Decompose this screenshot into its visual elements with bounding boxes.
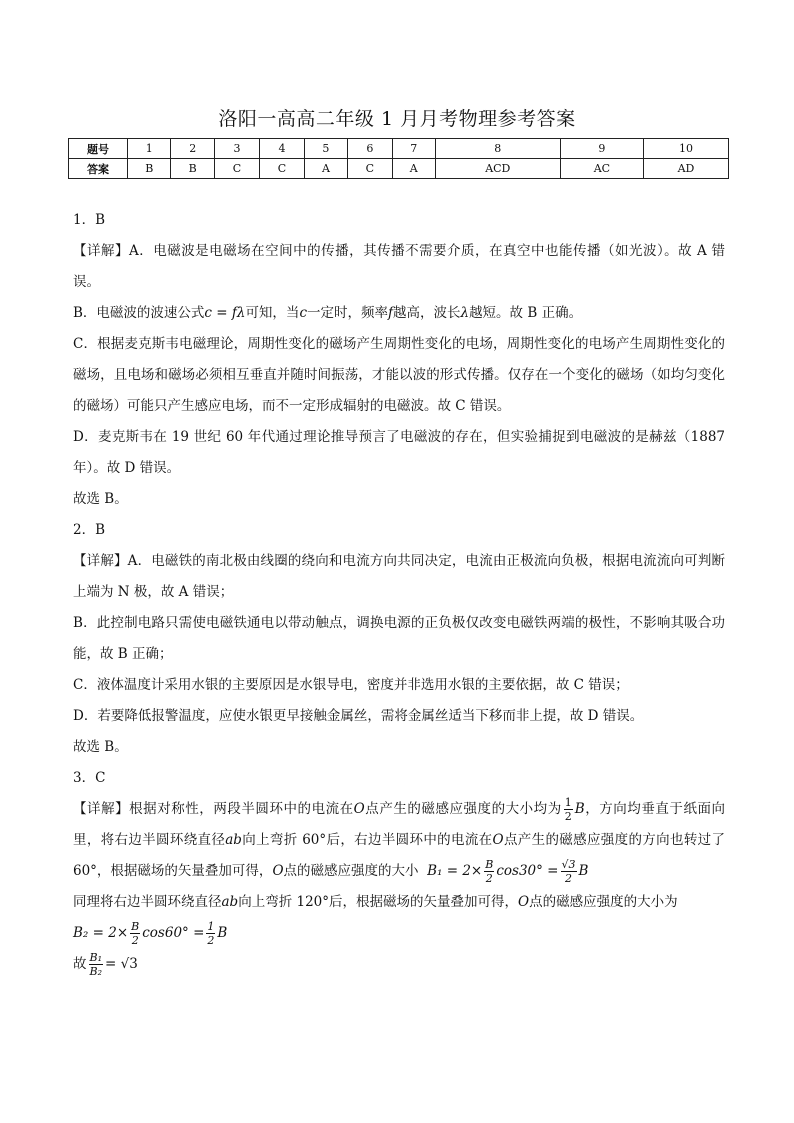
table-header-cell: 题号 — [69, 139, 128, 159]
wave-speed-formula: c = fλ — [204, 305, 246, 321]
table-cell: A — [305, 159, 348, 179]
question-3-heading: 3．C — [73, 770, 106, 786]
solutions-body — [73, 205, 725, 980]
table-cell: 7 — [392, 139, 435, 159]
fraction: $\frac{1}{2}$ — [207, 920, 215, 947]
table-cell: 9 — [560, 139, 643, 159]
q3-conclusion: 故 $\frac{\text{B₁}}{\text{B₂}}$ = √3 — [73, 951, 138, 978]
q3-explanation-b: 同理将右边半圆环绕直径ab向上弯折 120°后，根据磁场的矢量叠加可得，O点的磁感应强度的大小为 — [73, 894, 678, 910]
table-cell: A — [392, 159, 435, 179]
table-cell: AC — [560, 159, 643, 179]
table-header-cell: 答案 — [69, 159, 128, 179]
table-row — [69, 159, 729, 179]
fraction: $\frac{B}{2}$ — [485, 858, 494, 885]
table-cell: 2 — [171, 139, 214, 159]
table-cell: 1 — [128, 139, 171, 159]
table-row — [69, 139, 729, 159]
table-cell: B — [171, 159, 214, 179]
table-cell: C — [214, 159, 259, 179]
fraction: $\frac{\text{B₁}}{\text{B₂}}$ — [89, 951, 102, 978]
table-cell: 5 — [305, 139, 348, 159]
table-cell: AD — [643, 159, 728, 179]
fraction: $\frac{1}{2}$ — [564, 796, 572, 823]
table-cell: 3 — [214, 139, 259, 159]
table-cell: B — [128, 159, 171, 179]
question-2-heading: 2．B — [73, 522, 106, 538]
q1-explanation-a: 【详解】A．电磁波是电磁场在空间中的传播，其传播不需要介质，在真空中也能传播（如光波）。故 A 错误。 — [73, 243, 725, 290]
table-cell: 8 — [435, 139, 560, 159]
q1-explanation-b: B．电磁波的波速公式c = fλ可知，当c一定时，频率f越高，波长λ越短。故 B 正确。 — [73, 305, 583, 321]
equation-b2: B₂ = 2× $\frac{B}{2}$ cos60° = $\frac{1}{2}$ B — [73, 920, 228, 947]
q1-explanation-d: D．麦克斯韦在 19 世纪 60 年代通过理论推导预言了电磁波的存在，但实验捕捉到电磁波的是赫兹（1887 年）。故 D 错误。 — [73, 429, 725, 476]
table-cell: 10 — [643, 139, 728, 159]
question-1-heading: 1．B — [73, 212, 106, 228]
table-cell: C — [347, 159, 392, 179]
q1-conclusion: 故选 B。 — [73, 491, 128, 507]
table-cell: C — [259, 159, 304, 179]
table-cell: 4 — [259, 139, 304, 159]
equation-b1: B₁ = 2× $\frac{B}{2}$ cos30° = $\frac{√3}{2}$ B — [427, 858, 589, 885]
table-cell: ACD — [435, 159, 560, 179]
q1-explanation-c: C．根据麦克斯韦电磁理论，周期性变化的磁场产生周期性变化的电场，周期性变化的电场产生周期性变化的磁场，且电场和磁场必须相互垂直并随时间振荡，才能以波的形式传播。仅存在一个变化的磁场（如均匀变化的磁场）可能只产生感应电场，而不一定形成辐射的电磁波。故 C 错误。 — [73, 336, 725, 414]
q2-explanation-c: C．液体温度计采用水银的主要原因是水银导电，密度并非选用水银的主要依据，故 C 错误； — [73, 677, 629, 693]
page-title: 洛阳一高高二年级 1 月月考物理参考答案 — [218, 108, 576, 130]
q2-explanation-a: 【详解】A．电磁铁的南北极由线圈的绕向和电流方向共同决定，电流由正极流向负极，根据电流流向可判断上端为 N 极，故 A 错误； — [73, 553, 725, 600]
q3-explanation-a: 【详解】根据对称性，两段半圆环中的电流在O点产生的磁感应强度的大小均为 $\frac{1}{2}$ B，方向均垂直于纸面向里，将右边半圆环绕直径ab向上弯折 60°后，右边半圆环中的电流在O点产生的磁感应强度的方向也转过了 60°，根据磁场的矢量叠加可得，O点的磁感应强度的大小 B₁ = 2× $\frac{B}{2}$ cos30° = $\frac{√3}{2}$ B — [73, 796, 726, 885]
answer-table — [68, 138, 729, 179]
q2-explanation-d: D．若要降低报警温度，应使水银更早接触金属丝，需将金属丝适当下移而非上提，故 D 错误。 — [73, 708, 644, 724]
table-cell: 6 — [347, 139, 392, 159]
fraction: $\frac{B}{2}$ — [131, 920, 140, 947]
q2-conclusion: 故选 B。 — [73, 739, 128, 755]
q2-explanation-b: B．此控制电路只需使电磁铁通电以带动触点，调换电源的正负极仅改变电磁铁两端的极性，不影响其吸合功能，故 B 正确； — [73, 615, 725, 662]
fraction: $\frac{√3}{2}$ — [561, 858, 576, 885]
